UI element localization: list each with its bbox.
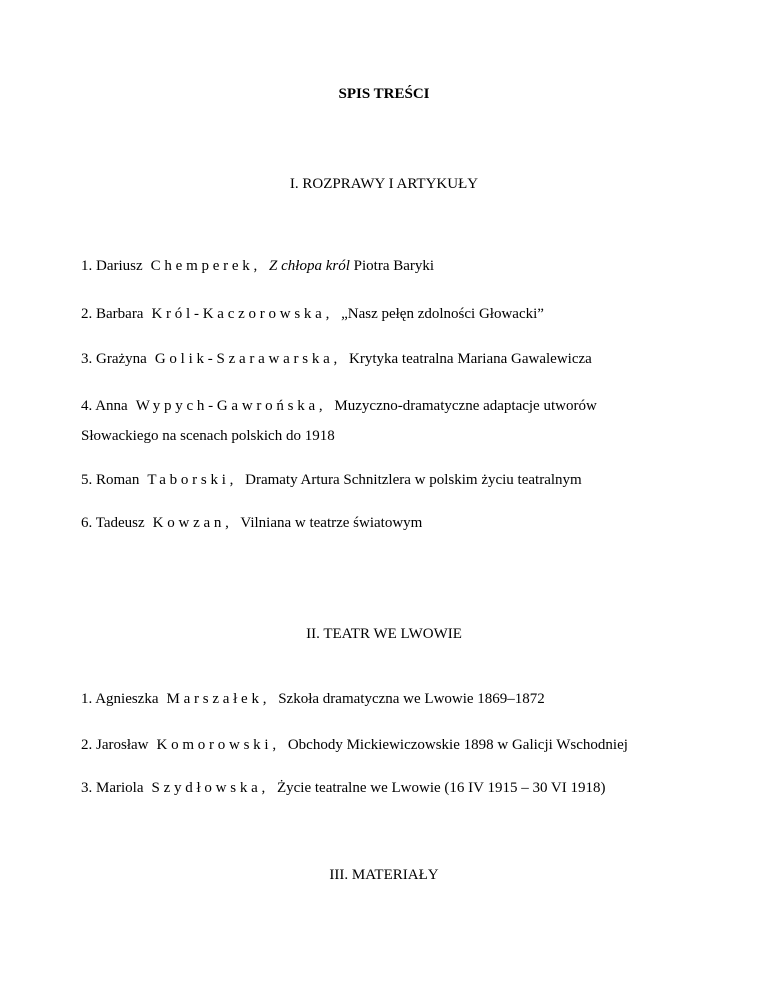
entry-number: 6. xyxy=(81,515,93,531)
entry-number: 1. xyxy=(81,691,93,707)
separator: , xyxy=(261,780,266,796)
entry-title: Krytyka teatralna Mariana Gawalewicza xyxy=(349,351,592,367)
separator: , xyxy=(253,258,258,274)
section-heading-3: III. MATERIAŁY xyxy=(329,867,439,883)
author-last-name: Komorowski xyxy=(156,737,273,753)
author-first-name: Agnieszka xyxy=(95,691,159,707)
toc-entry xyxy=(81,691,545,708)
separator: , xyxy=(262,691,267,707)
entry-title: Dramaty Artura Schnitzlera w polskim życiu teatralnym xyxy=(245,472,582,488)
entry-number: 4. xyxy=(81,398,93,414)
toc-entry xyxy=(81,780,606,797)
separator: , xyxy=(225,515,229,531)
entry-title: „Nasz pełęn zdolności Głowacki” xyxy=(341,306,544,322)
entry-title: Obchody Mickiewiczowskie 1898 w Galicji Wschodniej xyxy=(287,737,628,753)
author-last-name: Wypych-Gawrońska xyxy=(135,398,319,414)
separator: , xyxy=(333,351,338,367)
toc-entry xyxy=(81,306,544,323)
author-first-name: Jarosław xyxy=(96,737,149,753)
separator: , xyxy=(325,306,330,322)
author-first-name: Anna xyxy=(95,398,128,414)
entry-number: 2. xyxy=(81,306,93,322)
author-last-name: Golik-Szarawarska xyxy=(154,351,334,367)
author-last-name: Marszałek xyxy=(166,691,263,707)
entry-number: 5. xyxy=(81,472,93,488)
entry-title: Życie teatralne we Lwowie (16 IV 1915 – 30 VI 1918) xyxy=(276,780,606,796)
page-title: SPIS TREŚCI xyxy=(338,86,430,102)
separator: , xyxy=(229,472,234,488)
entry-title-italic: Z chłopa król xyxy=(269,258,350,274)
section-heading-2: II. TEATR WE LWOWIE xyxy=(306,626,462,642)
author-first-name: Dariusz xyxy=(96,258,143,274)
author-first-name: Mariola xyxy=(96,780,144,796)
entry-title: Vilniana w teatrze światowym xyxy=(240,515,423,531)
toc-entry-continuation: Słowackiego na scenach polskich do 1918 xyxy=(81,428,335,444)
toc-entry xyxy=(81,398,597,415)
entry-number: 1. xyxy=(81,258,93,274)
entry-title: Muzyczno-dramatyczne adaptacje utworów xyxy=(334,398,597,414)
author-first-name: Barbara xyxy=(96,306,144,322)
entry-title: Piotra Baryki xyxy=(353,258,435,274)
entry-number: 3. xyxy=(81,780,93,796)
separator: , xyxy=(318,398,323,414)
author-last-name: Kowzan xyxy=(152,515,226,531)
toc-entry xyxy=(81,351,592,368)
author-last-name: Król-Kaczorowska xyxy=(151,306,326,322)
author-first-name: Tadeusz xyxy=(95,515,145,531)
toc-entry xyxy=(81,258,434,275)
author-last-name: Szydłowska xyxy=(151,780,262,796)
toc-entry xyxy=(81,472,582,489)
entry-number: 2. xyxy=(81,737,93,753)
author-last-name: Chemperek xyxy=(150,258,254,274)
author-first-name: Roman xyxy=(96,472,140,488)
toc-entry xyxy=(81,515,422,532)
toc-entry xyxy=(81,737,628,754)
entry-number: 3. xyxy=(81,351,93,367)
author-last-name: Taborski xyxy=(147,472,230,488)
author-first-name: Grażyna xyxy=(96,351,147,367)
separator: , xyxy=(272,737,277,753)
section-heading-1: I. ROZPRAWY I ARTYKUŁY xyxy=(289,176,479,192)
entry-title: Szkoła dramatyczna we Lwowie 1869–1872 xyxy=(278,691,545,707)
